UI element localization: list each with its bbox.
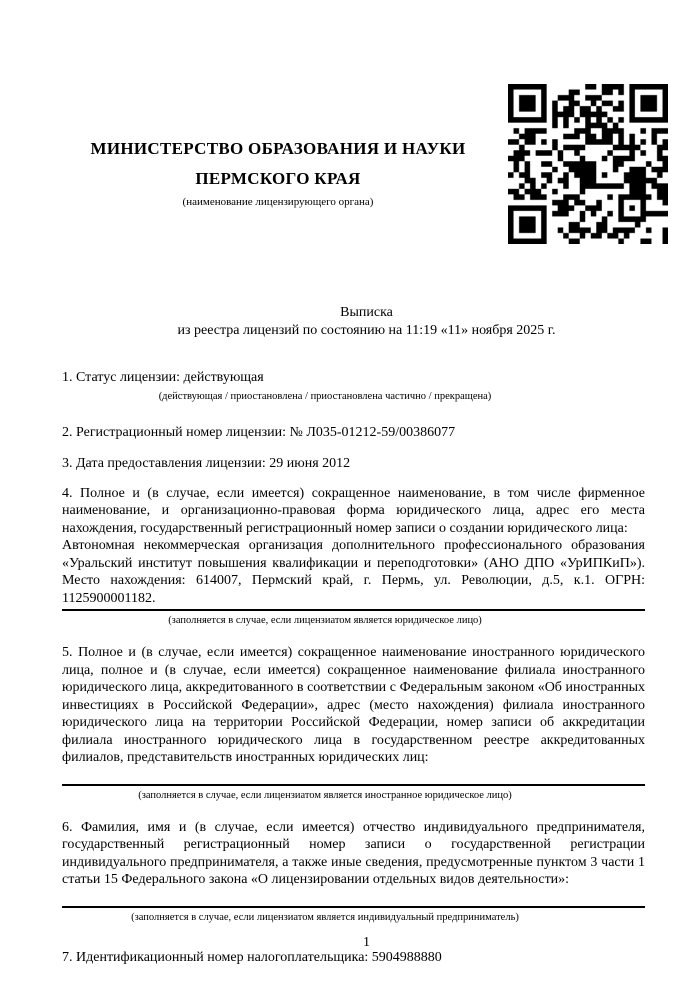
value-gap [62,889,645,904]
document-title [88,304,645,339]
license-item [62,424,645,442]
ministry-name-line2: ПЕРМСКОГО КРАЯ [195,169,361,188]
document-title-line2: из реестра лицензий по состоянию на 11:19 «11» ноября 2025 г. [177,322,556,338]
qr-code-icon [508,84,668,244]
item-text: 4. Полное и (в случае, если имеется) сокращенное наименование, в том числе фирменное наименование, и организационно-правовая форма юридического лица, адрес его места нахождения, государственный регистрационный номер записи о создании юридического лица: [62,485,645,536]
item-text: 5. Полное и (в случае, если имеется) сокращенное наименование иностранного юридического лица, полное и (в случае, если имеется) сокращенное наименование филиала иностранного юридического лица, аккредитованного в соответствии с Федеральным законом «Об иностранных инвестициях в Российской Федерации», адрес (место нахождения) филиала иностранного юридического лица на территории Российской Федерации, номер записи об аккредитации филиала иностранного юридического лица в государственном реестре аккредитованных филиалов, представительств иностранных юридических лиц: [62,645,645,765]
item-text: 6. Фамилия, имя и (в случае, если имеется) отчество индивидуального предпринимателя, государственный регистрационный номер записи о государственной регистрации индивидуального предпринимателя, а также иные сведения, предусмотренные пунктом 3 части 1 статьи 15 Федерального закона «О лицензировании отдельных видов деятельности»: [62,819,645,887]
ministry-name-line1: МИНИСТЕРСТВО ОБРАЗОВАНИЯ И НАУКИ [90,139,466,158]
item-caption: (заполняется в случае, если лицензиатом является иностранное юридическое лицо) [138,789,512,801]
license-item [62,819,645,924]
item-caption: (заполняется в случае, если лицензиатом является юридическое лицо) [168,615,482,626]
item-caption: (действующая / приостановлена / приостановлена частично / прекращена) [158,390,492,402]
item-caption: (заполняется в случае, если лицензиатом является индивидуальный предприниматель) [131,911,519,923]
item-text: 3. Дата предоставления лицензии: 29 июня 2012 [62,456,351,471]
license-item [62,369,645,403]
license-item [62,644,645,802]
license-item [62,455,645,473]
fill-in-line [62,609,645,611]
ministry-header [62,0,494,209]
item-text: 1. Статус лицензии: действующая [62,370,264,385]
fill-in-line [62,906,645,908]
license-item [62,485,645,628]
page-number: 1 [363,935,370,950]
ministry-name [62,134,494,194]
value-gap [62,767,645,782]
item-text: 2. Регистрационный номер лицензии: № Л035-01212-59/00386077 [62,424,456,440]
ministry-caption: (наименование лицензирующего органа) [182,196,374,208]
license-items [62,369,645,966]
fill-in-line [62,784,645,786]
item-text: 7. Идентификационный номер налогоплательщика: 5904988880 [62,949,442,965]
license-item [62,949,645,967]
item-value: Автономная некоммерческая организация дополнительного профессионального образования «Уральский институт повышения квалификации и переподготовки» (АНО ДПО «УрИПКиП»). Место нахождения: 614007, Пермский край, г. Пермь, ул. Революции, д.5, к.1. ОГРН: 1125900001182. [62,538,645,606]
document-title-line1: Выписка [340,305,393,320]
